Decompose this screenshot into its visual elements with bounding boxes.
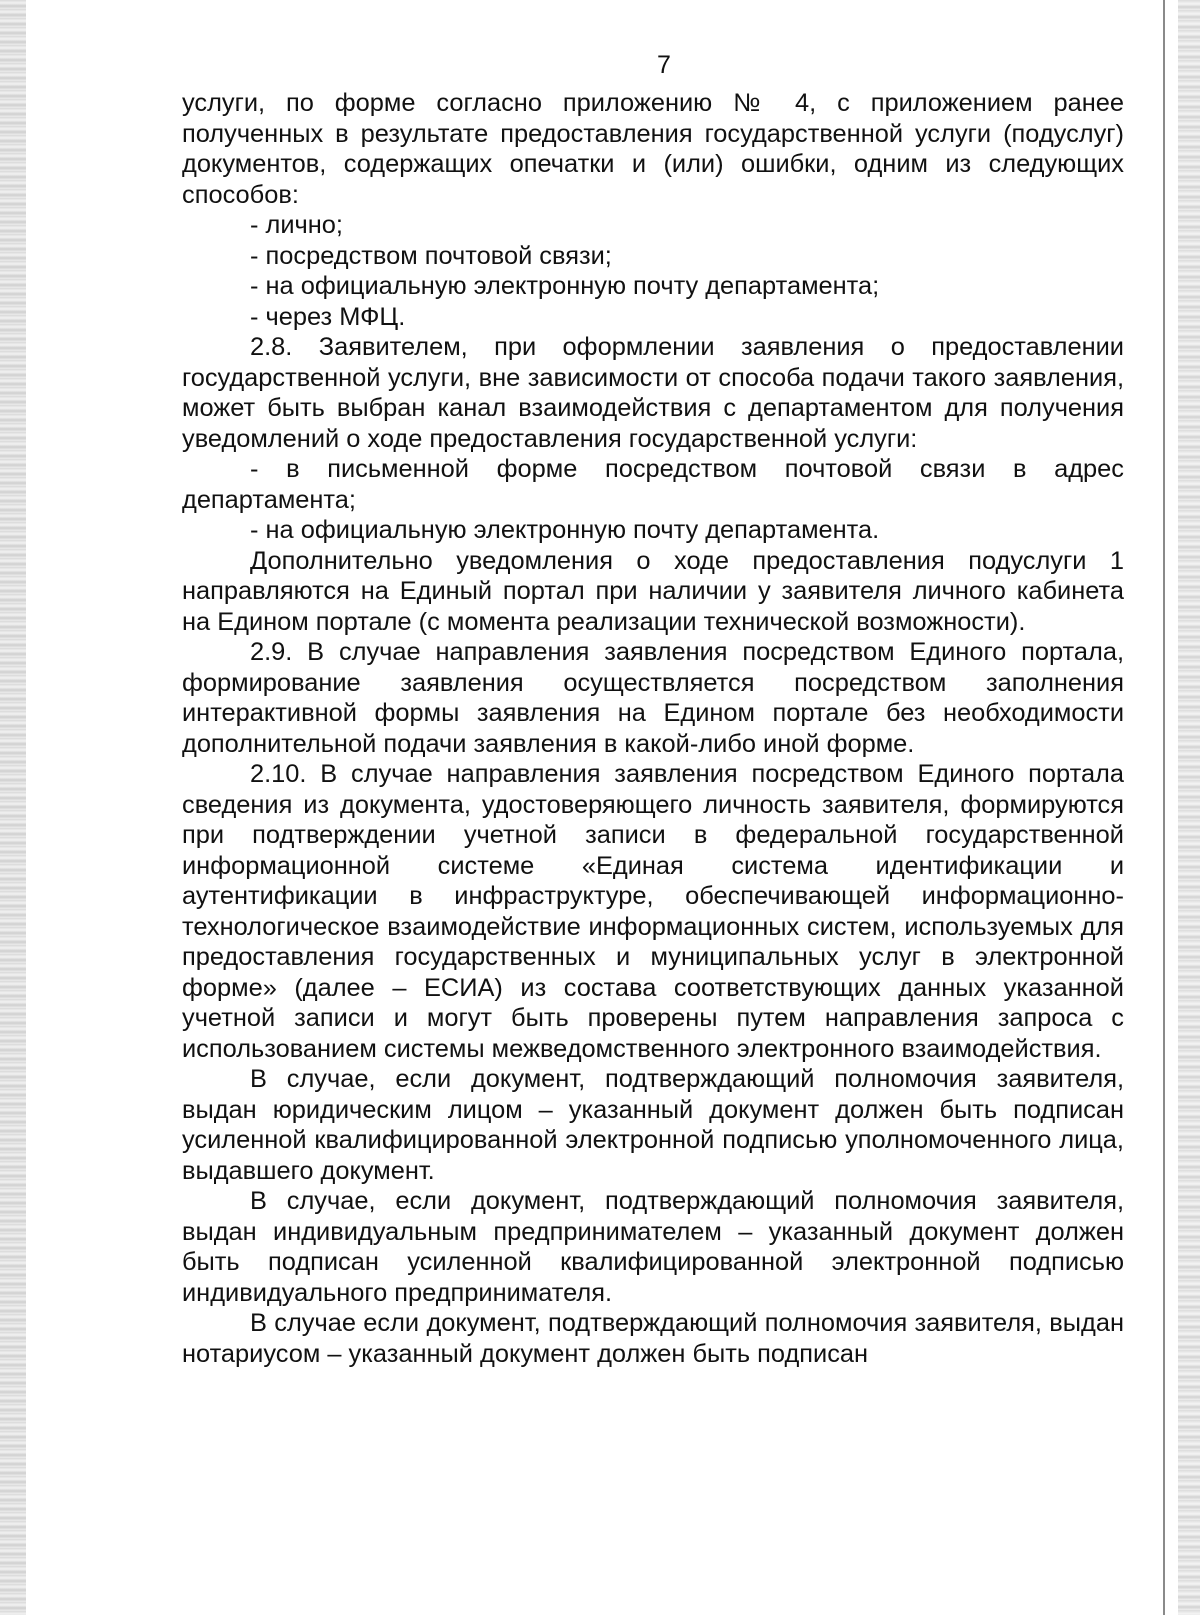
paragraph: В случае, если документ, подтверждающий полномочия заявителя, выдан юридическим лицом – указанный документ должен быть подписан усиленной квалифицированной электронной подписью уполномоченного лица, выдавшего документ. <box>182 1065 1124 1185</box>
scan-edge-right <box>1178 0 1200 1615</box>
paragraph: В случае, если документ, подтверждающий полномочия заявителя, выдан индивидуальным предпринимателем – указанный документ должен быть подписан усиленной квалифицированной электронной подписью индивидуального предпринимателя. <box>182 1187 1124 1307</box>
paragraph: - на официальную электронную почту департамента. <box>250 516 880 544</box>
document-page <box>182 50 1124 1369</box>
paragraph: 2.9. В случае направления заявления посредством Единого портала, формирование заявления осуществляется посредством заполнения интерактивной формы заявления на Едином портале без необходимости дополнительной подачи заявления в какой-либо иной форме. <box>182 638 1124 758</box>
page-number: 7 <box>657 51 671 79</box>
paragraph: - на официальную электронную почту департамента; <box>250 272 880 300</box>
paragraph: - посредством почтовой связи; <box>250 241 612 270</box>
paragraph: - лично; <box>250 211 343 239</box>
scan-border-line <box>1163 0 1165 1615</box>
paragraph: услуги, по форме согласно приложению № 4, с приложением ранее полученных в результате предоставления государственной услуги (подуслуг) документов, содержащих опечатки и (или) ошибки, одним из следующих способов: <box>182 89 1124 209</box>
paragraph: 2.10. В случае направления заявления посредством Единого портала сведения из документа, удостоверяющего личность заявителя, формируются при подтверждении учетной записи в федеральной государственной информационной системе «Единая система идентификации и аутентификации в инфраструктуре, обеспечивающей информационно-технологическое взаимодействие информационных систем, используемых для предоставления государственных и муниципальных услуг в электронной форме» (далее – ЕСИА) из состава соответствующих данных указанной учетной записи и могут быть проверены путем направления запроса с использованием системы межведомственного электронного взаимодействия. <box>182 760 1124 1063</box>
paragraph: 2.8. Заявителем, при оформлении заявления о предоставлении государственной услуги, вне зависимости от способа подачи такого заявления, может быть выбран канал взаимодействия с департаментом для получения уведомлений о ходе предоставления государственной услуги: <box>182 333 1124 453</box>
paragraph: Дополнительно уведомления о ходе предоставления подуслуги 1 направляются на Единый портал при наличии у заявителя личного кабинета на Едином портале (с момента реализации технической возможности). <box>182 546 1124 636</box>
scan-edge-left <box>0 0 26 1615</box>
document-body <box>182 88 1124 1369</box>
paragraph: - через МФЦ. <box>250 302 406 331</box>
paragraph: - в письменной форме посредством почтовой связи в адрес департамента; <box>182 455 1124 514</box>
paragraph: В случае если документ, подтверждающий полномочия заявителя, выдан нотариусом – указанный документ должен быть подписан <box>182 1309 1124 1368</box>
